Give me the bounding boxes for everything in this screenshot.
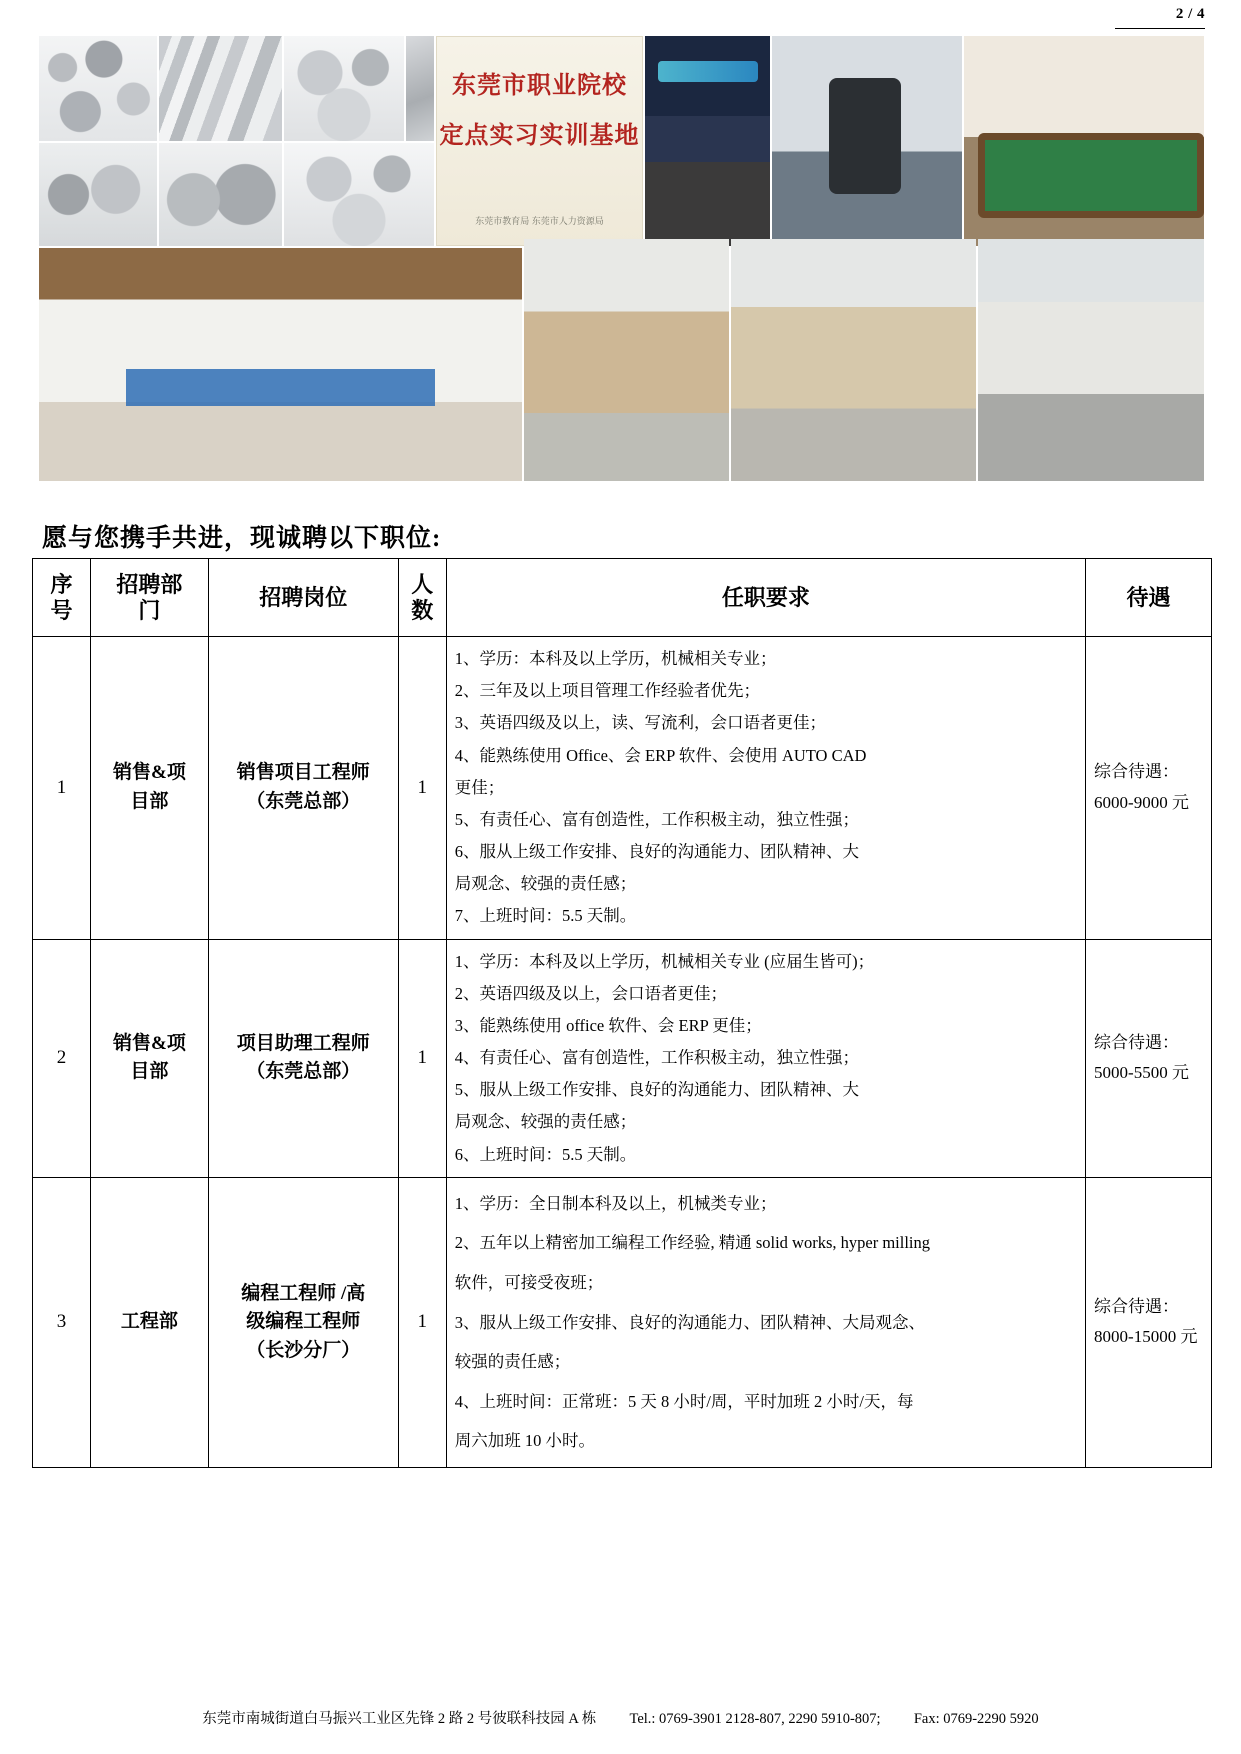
- row-department-line1: 销售&项: [113, 1032, 186, 1054]
- header-position: 招聘岗位: [208, 559, 398, 637]
- table-row: [33, 939, 1212, 1177]
- requirement-line: 较强的责任感；: [454, 1352, 571, 1372]
- banner-line-2: 定点实习实训基地: [439, 122, 640, 149]
- requirement-line: 3、服从上级工作安排、良好的沟通能力、团队精神、大局观念、: [454, 1312, 925, 1332]
- row-no: 1: [33, 637, 91, 940]
- row-department: [90, 637, 208, 940]
- row-position-line3: （长沙分厂）: [246, 1339, 361, 1361]
- recruitment-heading: 愿与您携手共进，现诚聘以下职位:: [42, 525, 442, 552]
- row-position-line2: 级编程工程师: [246, 1311, 361, 1333]
- banner-line-1: 东莞市职业院校: [452, 72, 627, 99]
- footer-address: 东莞市南城街道白马振兴工业区先锋 2 路 2 号彼联科技园 A 栋: [202, 1711, 597, 1727]
- row-position: [208, 939, 398, 1177]
- dormitory-photo-2: [731, 239, 976, 481]
- row-pay-line2: 8000-15000 元: [1094, 1327, 1198, 1347]
- requirement-line: 4、上班时间：正常班：5 天 8 小时/周，平时加班 2 小时/天，每: [454, 1391, 914, 1411]
- billiards-room-photo: [964, 36, 1204, 246]
- row-requirements: [446, 939, 1085, 1177]
- row-position: [208, 637, 398, 940]
- requirement-line: 局观念、较强的责任感；: [454, 1112, 637, 1132]
- table-row: [33, 1177, 1212, 1467]
- requirement-line: 4、能熟练使用 Office、会 ERP 软件、会使用 AUTO CAD: [454, 745, 867, 765]
- row-pay-line1: 综合待遇：: [1094, 762, 1180, 782]
- requirement-line: 6、服从上级工作安排、良好的沟通能力、团队精神、大: [454, 842, 859, 862]
- header-requirements: 任职要求: [446, 559, 1085, 637]
- game-room-photo: [645, 36, 770, 246]
- requirement-line: 5、服从上级工作安排、良好的沟通能力、团队精神、大: [454, 1080, 859, 1100]
- row-department: [90, 939, 208, 1177]
- requirement-line: 周六加班 10 小时。: [454, 1431, 595, 1451]
- row-position-line1: 编程工程师 /高: [241, 1282, 366, 1304]
- requirement-line: 2、英语四级及以上，会口语者更佳；: [454, 983, 727, 1003]
- row-pay: [1086, 939, 1212, 1177]
- requirement-line: 1、学历：本科及以上学历，机械相关专业；: [454, 649, 777, 668]
- row-no: 2: [33, 939, 91, 1177]
- requirement-line: 3、能熟练使用 office 软件、会 ERP 更佳；: [454, 1015, 762, 1035]
- header-department: [90, 559, 208, 637]
- row-department-line1: 销售&项: [113, 762, 186, 784]
- dormitory-photo-3: [978, 239, 1204, 481]
- header-headcount-line2: 数: [411, 597, 434, 623]
- requirement-line: 1、学历：全日制本科及以上，机械类专业；: [454, 1193, 777, 1213]
- header-no-line2: 号: [50, 597, 73, 623]
- header-headcount: [398, 559, 446, 637]
- row-position-line1: 销售项目工程师: [236, 762, 370, 784]
- training-base-banner: [436, 36, 643, 246]
- row-pay-line2: 5000-5500 元: [1094, 1063, 1189, 1083]
- footer-tel: Tel.: 0769-3901 2128-807, 2290 5910-807;: [629, 1711, 881, 1727]
- canteen-photo: [39, 248, 522, 481]
- row-position-line2: （东莞总部）: [246, 790, 361, 812]
- requirement-line: 局观念、较强的责任感；: [454, 874, 637, 894]
- table-row: [33, 637, 1212, 940]
- header-no: [33, 559, 91, 637]
- page-indicator-rule: [1115, 28, 1205, 29]
- machined-parts-photo-3: [284, 36, 404, 141]
- row-headcount: 1: [398, 637, 446, 940]
- dormitory-photo-1: [524, 239, 729, 481]
- requirement-line: 1、学历：本科及以上学历，机械相关专业 (应届生皆可)；: [454, 951, 875, 971]
- row-position-line2: （东莞总部）: [246, 1061, 361, 1083]
- requirement-line: 4、有责任心、富有创造性，工作积极主动，独立性强；: [454, 1048, 859, 1068]
- header-headcount-line1: 人: [411, 572, 434, 598]
- row-pay: [1086, 1177, 1212, 1467]
- row-requirements: [446, 637, 1085, 940]
- header-no-line1: 序: [50, 572, 73, 598]
- machined-parts-photo-6: [159, 143, 282, 246]
- requirement-line: 2、五年以上精密加工编程工作经验, 精通 solid works, hyper milling: [454, 1233, 930, 1253]
- footer-fax: Fax: 0769-2290 5920: [913, 1711, 1039, 1727]
- machined-parts-photo-7: [284, 143, 434, 246]
- table-header-row: [33, 559, 1212, 637]
- requirement-line: 7、上班时间：5.5 天制。: [454, 906, 637, 926]
- row-headcount: 1: [398, 1177, 446, 1467]
- photo-collage: [39, 36, 1204, 481]
- requirement-line: 更佳；: [454, 777, 505, 797]
- page-footer: [0, 1707, 1241, 1728]
- requirement-line: 3、英语四级及以上，读、写流利，会口语者更佳；: [454, 713, 826, 733]
- machined-parts-photo-4: [406, 36, 434, 141]
- machined-parts-photo-5: [39, 143, 157, 246]
- row-pay-line1: 综合待遇：: [1094, 1296, 1180, 1316]
- header-pay: 待遇: [1086, 559, 1212, 637]
- row-position-line1: 项目助理工程师: [236, 1032, 370, 1054]
- machined-parts-photo-2: [159, 36, 282, 141]
- requirement-line: 6、上班时间：5.5 天制。: [454, 1144, 637, 1164]
- row-pay-line2: 6000-9000 元: [1094, 792, 1189, 812]
- requirement-line: 软件，可接受夜班；: [454, 1272, 604, 1292]
- row-pay: [1086, 637, 1212, 940]
- job-table: [32, 558, 1212, 1468]
- row-headcount: 1: [398, 939, 446, 1177]
- header-department-line1: 招聘部: [116, 572, 183, 598]
- row-department-line2: 目部: [130, 790, 169, 812]
- header-department-line2: 门: [138, 597, 161, 623]
- requirement-line: 2、三年及以上项目管理工作经验者优先；: [454, 681, 760, 701]
- banner-footer: 东莞市教育局 东莞市人力资源局: [475, 216, 604, 226]
- row-requirements: [446, 1177, 1085, 1467]
- row-department: [90, 1177, 208, 1467]
- requirement-line: 5、有责任心、富有创造性，工作积极主动，独立性强；: [454, 809, 859, 829]
- row-pay-line1: 综合待遇：: [1094, 1032, 1180, 1052]
- row-no: 3: [33, 1177, 91, 1467]
- machined-parts-photo-1: [39, 36, 157, 141]
- row-department-line1: 工程部: [120, 1311, 178, 1333]
- gym-photo: [772, 36, 962, 246]
- row-department-line2: 目部: [130, 1061, 169, 1083]
- row-position: [208, 1177, 398, 1467]
- page-indicator: 2 / 4: [1175, 6, 1205, 22]
